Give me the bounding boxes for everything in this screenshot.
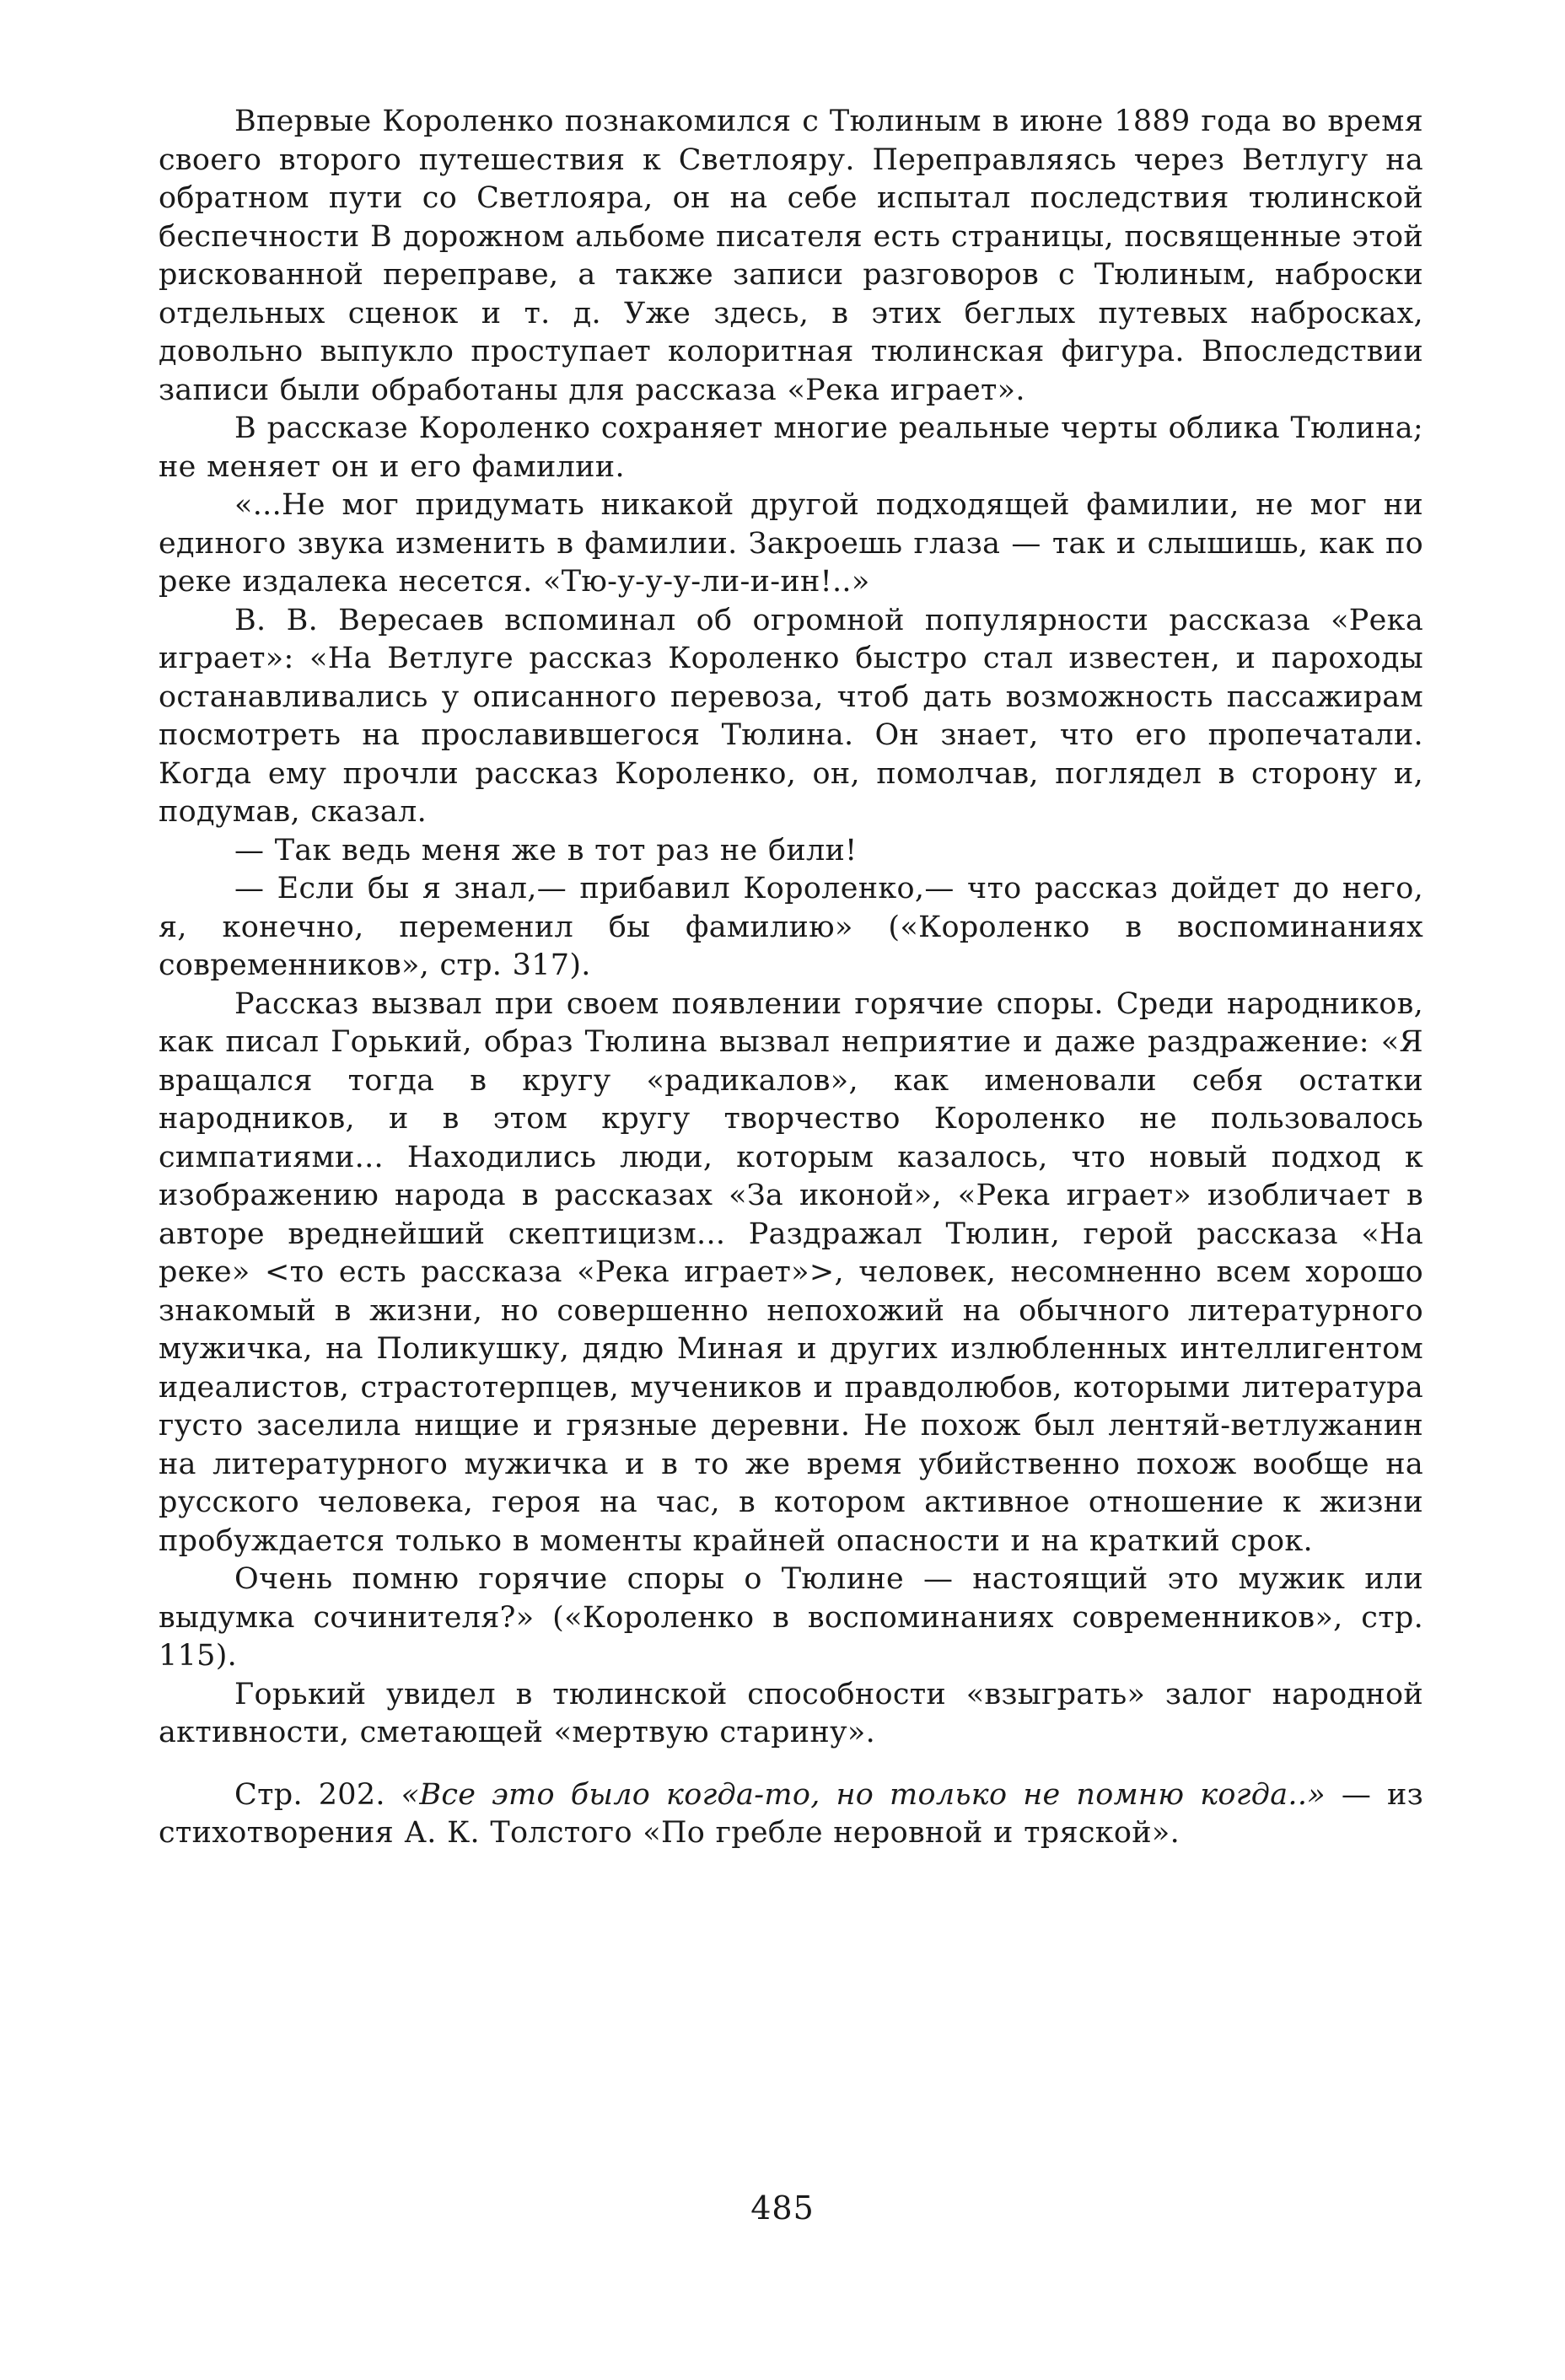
paragraph-real-traits: В рассказе Короленко сохраняет многие реальные черты облика Тюлина; не меняет он и его фамилии. bbox=[159, 411, 1423, 484]
page-number: 485 bbox=[750, 2189, 815, 2227]
paragraph-gorky-view: Горький увидел в тюлинской способности «взыграть» залог народной активности, сметающей «мертвую старину». bbox=[159, 1677, 1423, 1749]
footnote-text: — из стихотворения А. К. Толстого «По гребле неровной и тряской». bbox=[159, 1777, 1423, 1850]
paragraph-disputes: Рассказ вызвал при своем появлении горячие споры. Среди народников, как писал Горький, образ Тюлина вызвал неприятие и даже раздражение: «Я вращался тогда в кругу «радикалов», как именовали себя остатки народников, и в этом кругу творчество Короленко не пользовалось симпатиями... Находились люди, которым казалось, что новый подход к изображению народа в рассказах «За иконой», «Река играет» изобличает в авторе вреднейший скептицизм... Раздражал Тюлин, герой рассказа «На реке» <то есть рассказа «Река играет»>, человек, несомненно всем хорошо знакомый в жизни, но совершенно непохожий на обычного литературного мужичка, на Поликушку, дядю Миная и других излюбленных интеллигентом идеалистов, страстотерпцев, мучеников и правдолюбов, которыми литература густо заселила нищие и грязные деревни. Не похож был лентяй-ветлужанин на литературного мужичка и в то же время убийственно похож вообще на русского человека, героя на час, в котором активное отношение к жизни пробуждается только в моменты крайней опасности и на краткий срок. bbox=[159, 986, 1423, 1558]
footnote bbox=[159, 1776, 1423, 1853]
footnote-ref: Стр. 202. bbox=[234, 1777, 385, 1812]
page-body bbox=[159, 103, 1423, 1853]
paragraph-veresaev: В. В. Вересаев вспоминал об огромной популярности рассказа «Река играет»: «На Ветлуге рассказ Короленко быстро стал известен, и пароходы останавливались у описанного перевоза, чтоб дать возможность пассажирам посмотреть на прославившегося Тюлина. Он знает, что его пропечатали. Когда ему прочли рассказ Короленко, он, помолчав, поглядел в сторону и, подумав, сказал. bbox=[159, 603, 1423, 829]
paragraph-first-meeting: Впервые Короленко познакомился с Тюлиным в июне 1889 года во время своего второго путешествия к Светлояру. Переправляясь через Ветлугу на обратном пути со Светлояра, он на себе испытал последствия тюлинской беспечности В дорожном альбоме писателя есть страницы, посвященные этой рискованной переправе, а также записи разговоров с Тюлиным, наброски отдельных сценок и т. д. Уже здесь, в этих беглых путевых набросках, довольно выпукло проступает колоритная тюлинская фигура. Впоследствии записи были обработаны для рассказа «Река играет». bbox=[159, 105, 1423, 407]
footnote-quote: «Все это было когда-то, но только не помню когда..» bbox=[401, 1777, 1326, 1812]
paragraph-remember-disputes: Очень помню горячие споры о Тюлине — настоящий это мужик или выдумка сочинителя?» («Короленко в воспоминаниях современников», стр. 115). bbox=[159, 1562, 1423, 1673]
paragraph-surname-quote: «...Не мог придумать никакой другой подходящей фамилии, не мог ни единого звука изменить в фамилии. Закроешь глаза — так и слышишь, как по реке издалека несется. «Тю-у-у-у-ли-и-ин!..» bbox=[159, 488, 1423, 599]
paragraph-dialogue-tulin: — Так ведь меня же в тот раз не били! bbox=[234, 833, 858, 868]
paragraph-dialogue-korolenko: — Если бы я знал,— прибавил Короленко,— что рассказ дойдет до него, я, конечно, переменил бы фамилию» («Короленко в воспоминаниях современников», стр. 317). bbox=[159, 872, 1423, 982]
